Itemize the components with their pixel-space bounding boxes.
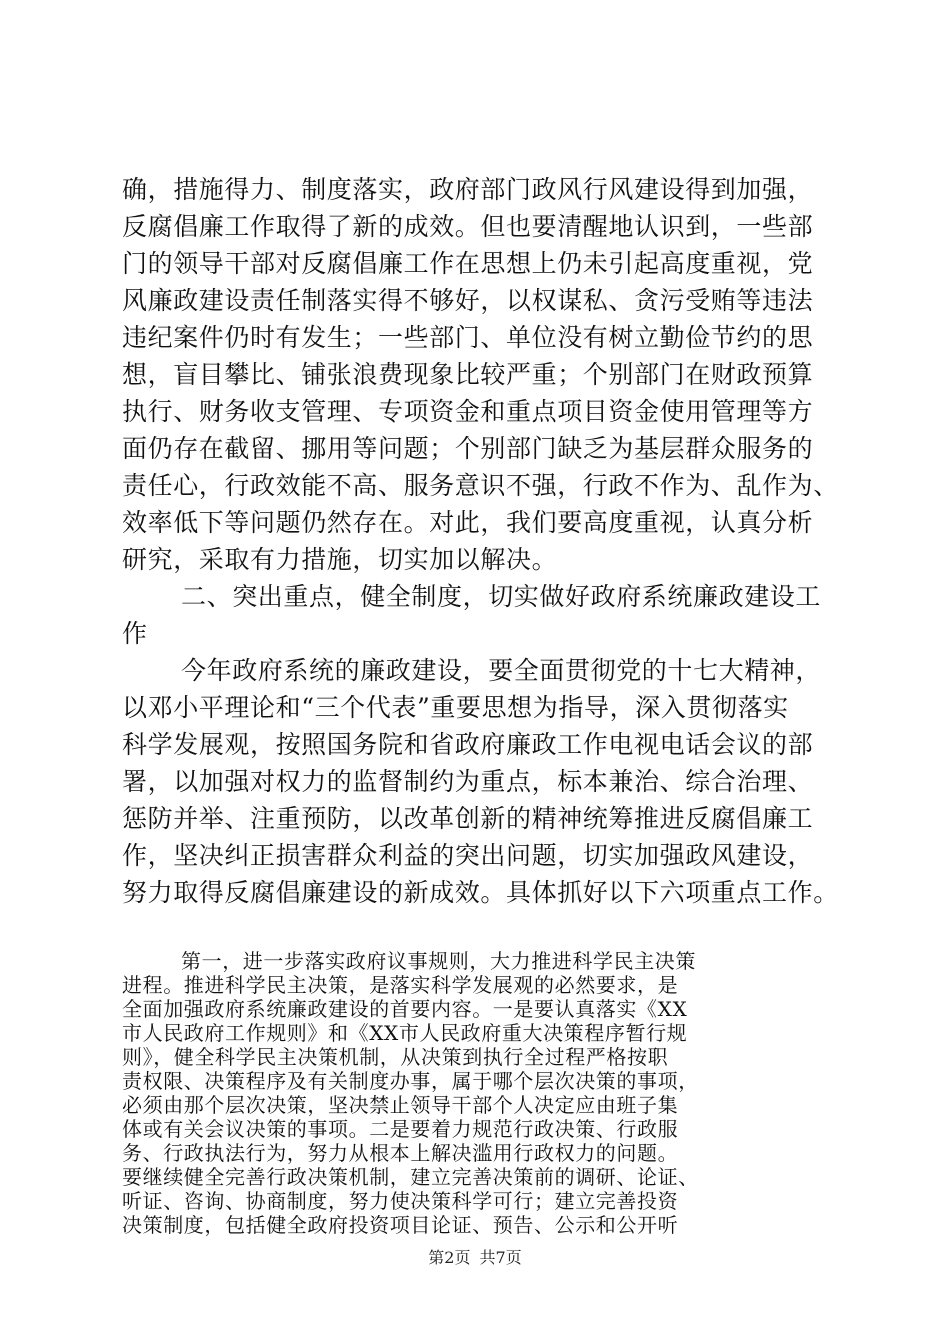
paragraph-3-line-7: 必须由那个层次决策，坚决禁止领导干部个人决定应由班子集 bbox=[122, 1093, 679, 1117]
paragraph-1-line-8: 面仍存在截留、挪用等问题；个别部门缺乏为基层群众服务的 bbox=[122, 434, 814, 463]
paragraph-2-line-3: 科学发展观，按照国务院和省政府廉政工作电视电话会议的部 bbox=[122, 730, 814, 759]
page-footer bbox=[0, 1245, 950, 1268]
paragraph-2-line-5: 惩防并举、注重预防，以改革创新的精神统筹推进反腐倡廉工 bbox=[122, 804, 814, 833]
paragraph-3-line-11: 听证、咨询、协商制度，努力使决策科学可行；建立完善投资 bbox=[122, 1189, 679, 1213]
paragraph-1-line-1: 确，措施得力、制度落实，政府部门政风行风建设得到加强， bbox=[122, 175, 814, 204]
paragraph-3-line-5: 则》，健全科学民主决策机制，从决策到执行全过程严格按职 bbox=[122, 1045, 669, 1069]
section-heading-line-2: 作 bbox=[122, 619, 148, 648]
paragraph-3-line-8: 体或有关会议决策的事项。二是要着力规范行政决策、行政服 bbox=[122, 1117, 679, 1141]
paragraph-3-line-6: 责权限、决策程序及有关制度办事，属于哪个层次决策的事项， bbox=[122, 1069, 699, 1093]
page-number: 第2页 bbox=[428, 1248, 471, 1267]
paragraph-3-line-2: 进程。推进科学民主决策，是落实科学发展观的必然要求，是 bbox=[122, 973, 679, 997]
paragraph-3-line-3: 全面加强政府系统廉政建设的首要内容。一是要认真落实《XX bbox=[122, 997, 688, 1021]
paragraph-1-line-2: 反腐倡廉工作取得了新的成效。但也要清醒地认识到，一些部 bbox=[122, 212, 814, 241]
paragraph-1-line-11: 研究，采取有力措施，切实加以解决。 bbox=[122, 545, 558, 574]
section-heading-line-1: 二、突出重点，健全制度，切实做好政府系统廉政建设工 bbox=[181, 582, 822, 611]
paragraph-3-line-10: 要继续健全完善行政决策机制，建立完善决策前的调研、论证、 bbox=[122, 1165, 699, 1189]
paragraph-1-line-5: 违纪案件仍时有发生；一些部门、单位没有树立勤俭节约的思 bbox=[122, 323, 814, 352]
paragraph-1-line-7: 执行、财务收支管理、专项资金和重点项目资金使用管理等方 bbox=[122, 397, 814, 426]
paragraph-2-line-2: 以邓小平理论和“三个代表”重要思想为指导，深入贯彻落实 bbox=[122, 693, 789, 722]
paragraph-3-line-1: 第一，进一步落实政府议事规则，大力推进科学民主决策 bbox=[181, 949, 696, 973]
paragraph-3-line-9: 务、行政执法行为，努力从根本上解决滥用行政权力的问题。 bbox=[122, 1141, 679, 1165]
paragraph-3-line-12: 决策制度，包括健全政府投资项目论证、预告、公示和公开听 bbox=[122, 1213, 679, 1237]
paragraph-1-line-10: 效率低下等问题仍然存在。对此，我们要高度重视，认真分析 bbox=[122, 508, 814, 537]
paragraph-1-line-4: 风廉政建设责任制落实得不够好，以权谋私、贪污受贿等违法 bbox=[122, 286, 814, 315]
paragraph-2-line-1: 今年政府系统的廉政建设，要全面贯彻党的十七大精神， bbox=[181, 656, 822, 685]
page-total: 共7页 bbox=[479, 1248, 522, 1267]
paragraph-1-line-3: 门的领导干部对反腐倡廉工作在思想上仍未引起高度重视，党 bbox=[122, 249, 814, 278]
paragraph-1-line-9: 责任心，行政效能不高、服务意识不强，行政不作为、乱作为、 bbox=[122, 471, 839, 500]
paragraph-1-line-6: 想，盲目攀比、铺张浪费现象比较严重；个别部门在财政预算 bbox=[122, 360, 814, 389]
paragraph-2-line-4: 署，以加强对权力的监督制约为重点，标本兼治、综合治理、 bbox=[122, 767, 814, 796]
paragraph-2-line-6: 作，坚决纠正损害群众利益的突出问题，切实加强政风建设， bbox=[122, 841, 814, 870]
paragraph-3-line-4: 市人民政府工作规则》和《XX市人民政府重大决策程序暂行规 bbox=[122, 1021, 688, 1045]
paragraph-2-line-7: 努力取得反腐倡廉建设的新成效。具体抓好以下六项重点工作。 bbox=[122, 878, 839, 907]
